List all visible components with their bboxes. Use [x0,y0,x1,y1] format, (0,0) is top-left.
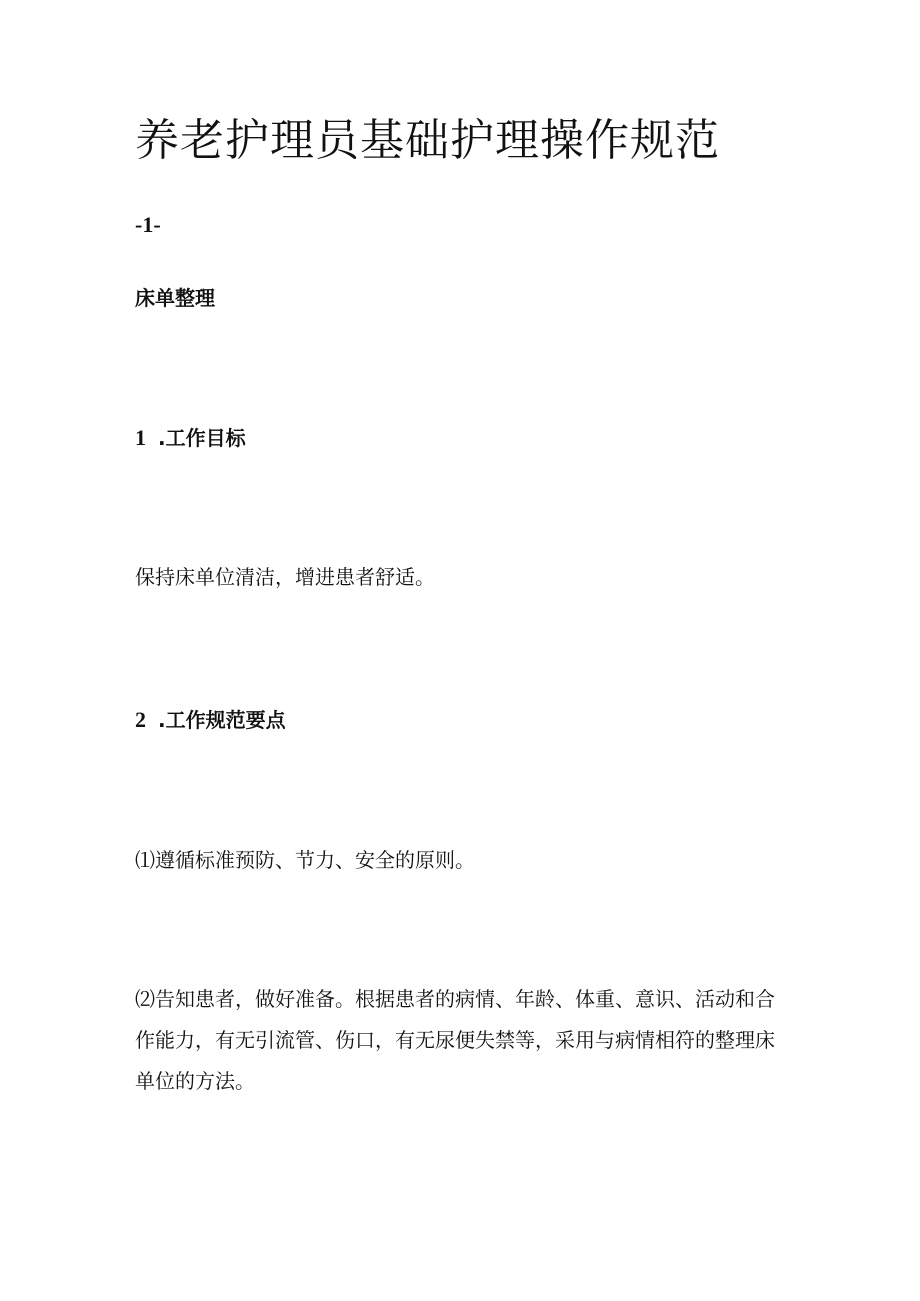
item-heading-1-number: 1 [135,425,146,450]
document-title: 养老护理员基础护理操作规范 [135,115,720,166]
point-1: ⑴遵循标准预防、节力、安全的原则。 [135,848,475,872]
section-title: 床单整理 [135,286,215,310]
item-heading-1-label: .工作目标 [158,426,246,450]
item-heading-1 [135,424,246,452]
item-heading-2-number: 2 [135,707,146,732]
point-2: ⑵告知患者，做好准备。根据患者的病情、年龄、体重、意识、活动和合作能力，有无引流管、伤口，有无尿便失禁等，采用与病情相符的整理床单位的方法。 [135,987,775,1093]
item-heading-2 [135,706,286,734]
goal-text: 保持床单位清洁，增进患者舒适。 [135,565,435,589]
item-heading-2-label: .工作规范要点 [158,708,286,732]
page-number: -1- [135,212,161,237]
